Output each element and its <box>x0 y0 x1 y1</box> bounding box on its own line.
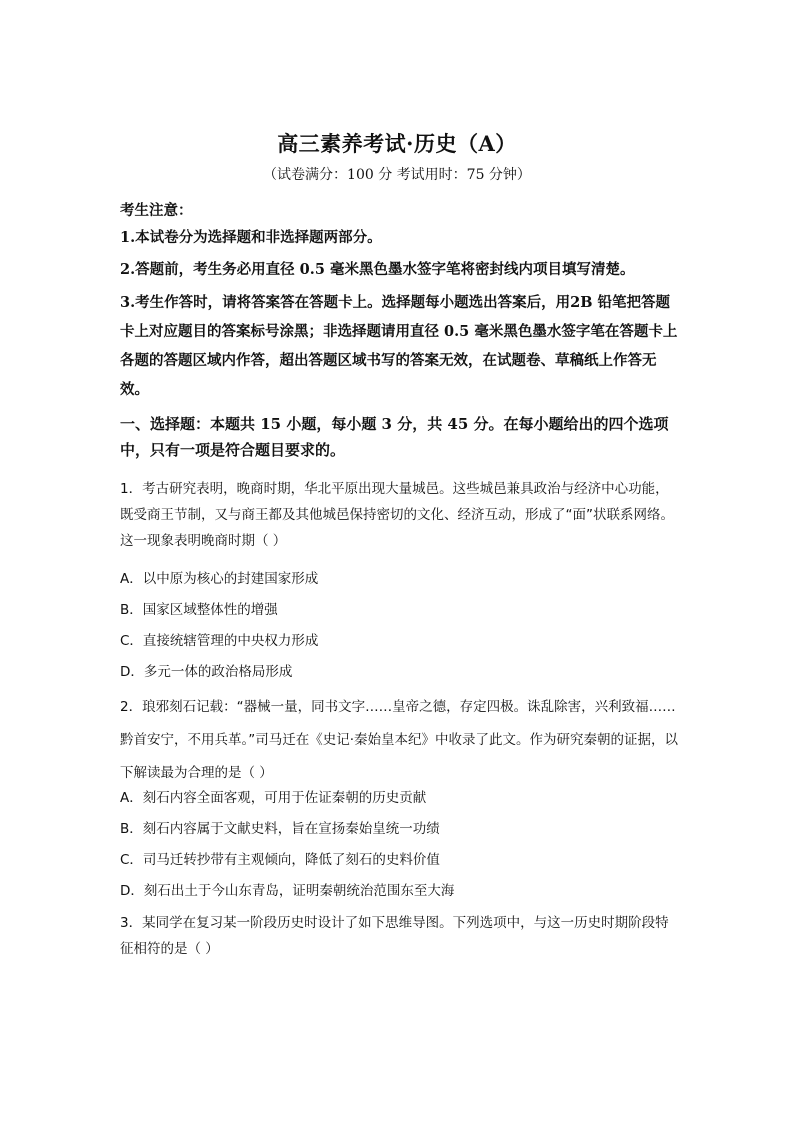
question-stem: 2．琅邪刻石记载：“器械一量，同书文字……皇帝之德，存定四极。诛乱除害，兴利致福……黔首安宁，不用兵革。”司马迁在《史记·秦始皇本纪》中收录了此文。作为研究秦朝的证据，以下解读最为合理的是（ ） <box>120 699 679 781</box>
exam-subtitle: （试卷满分：100 分 考试用时：75 分钟） <box>263 167 531 183</box>
question-stem: 1．考古研究表明，晚商时期，华北平原出现大量城邑。这些城邑兼具政治与经济中心功能，既受商王节制，又与商王都及其他城邑保持密切的文化、经济互动，形成了“面”状联系网络。这一现象表明晚商时期（ ） <box>120 481 674 549</box>
section-heading: 一、选择题：本题共 15 小题，每小题 3 分，共 45 分。在每小题给出的四个选项中，只有一项是符合题目要求的。 <box>120 415 669 459</box>
question-option: D．多元一体的政治格局形成 <box>120 664 293 680</box>
question-stem: 3．某同学在复习某一阶段历史时设计了如下思维导图。下列选项中，与这一历史时期阶段特征相符的是（ ） <box>120 915 669 957</box>
exam-title: 高三素养考试·历史（A） <box>277 131 517 156</box>
notice-item: 2.答题前，考生务必用直径 0.5 毫米黑色墨水签字笔将密封线内项目填写清楚。 <box>120 261 635 278</box>
question-option: A．刻石内容全面客观，可用于佐证秦朝的历史贡献 <box>120 790 427 806</box>
notice-item: 3.考生作答时，请将答案答在答题卡上。选择题每小题选出答案后，用2B 铅笔把答题卡上对应题目的答案标号涂黑；非选择题请用直径 0.5 毫米黑色墨水签字笔在答题卡上各题的答题区域内作答，超出答题区域书写的答案无效，在试题卷、草稿纸上作答无效。 <box>120 294 678 398</box>
question-option: B．刻石内容属于文献史料，旨在宣扬秦始皇统一功绩 <box>120 821 440 837</box>
question-option: A．以中原为核心的封建国家形成 <box>120 571 319 587</box>
notice-heading: 考生注意： <box>120 202 193 219</box>
question-option: C．直接统辖管理的中央权力形成 <box>120 633 319 649</box>
question-option: C．司马迁转抄带有主观倾向，降低了刻石的史料价值 <box>120 852 440 868</box>
question-option: B．国家区域整体性的增强 <box>120 602 278 618</box>
notice-item: 1.本试卷分为选择题和非选择题两部分。 <box>120 229 382 246</box>
question-option: D．刻石出土于今山东青岛，证明秦朝统治范围东至大海 <box>120 883 455 899</box>
